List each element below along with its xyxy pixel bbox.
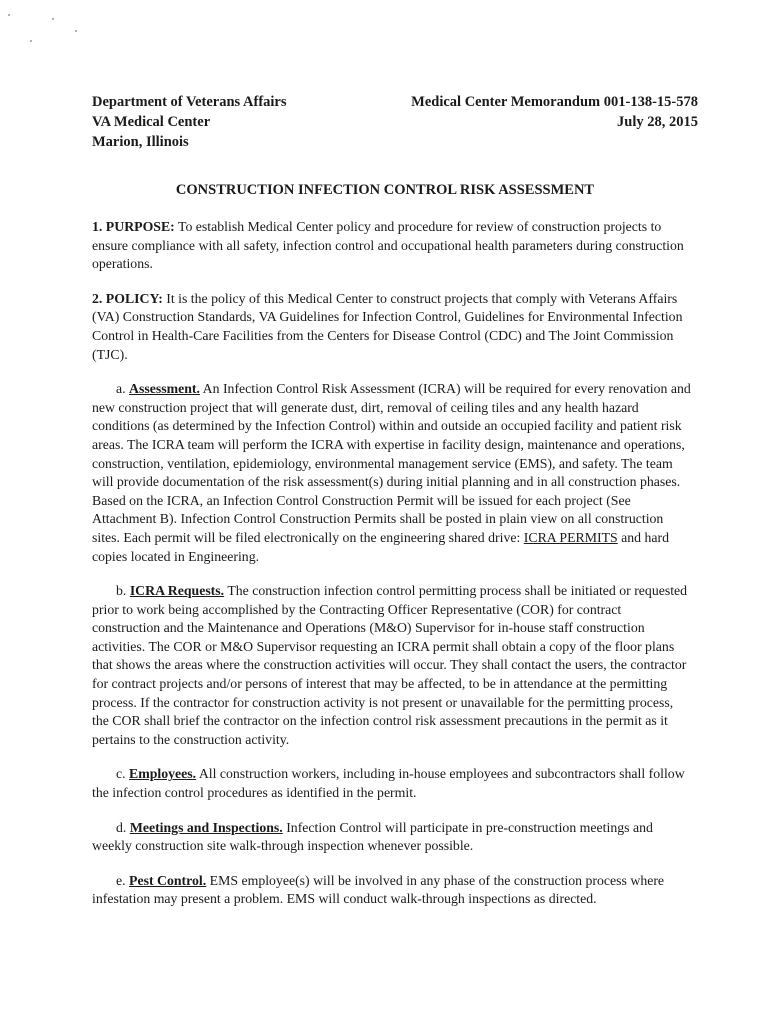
item-assessment [92,380,692,566]
memo-info [411,92,698,132]
policy-label: 2. POLICY: [92,290,163,306]
scan-speck [8,14,10,16]
facility-name: VA Medical Center [92,114,211,130]
policy-section [92,290,692,364]
item-heading: Meetings and Inspections. [129,819,283,835]
item-text: The construction infection control permitting process shall be initiated or requested prior to work being accomplished by the Contracting Officer Representative (COR) for contract construction and the Maintenance and Operations (M&O) Supervisor for in-house staff construction activities. The COR or M&O Supervisor requesting an ICRA permit shall obtain a copy of the floor plans that shows the areas where the construction activities will occur. They shall contact the users, the contractor for contract projects and/or persons of interest that may be affected, to be in attendance at the permitting process. If the contractor for construction activity is not present or unavailable for the permitting process, the COR shall brief the contractor on the infection control risk assessment precautions in the permit as it pertains to the construction activity. [92,583,688,747]
icra-permits-link[interactable]: ICRA PERMITS [523,529,618,545]
scan-speck [52,18,54,20]
scan-speck [30,40,32,42]
item-heading: Assessment. [129,381,200,397]
item-text: EMS employee(s) will be involved in any phase of the construction process where infestation may present a problem. EMS will conduct walk-through inspections as directed. [92,872,665,907]
document-title: CONSTRUCTION INFECTION CONTROL RISK ASSESSMENT [175,182,595,198]
item-heading: Employees. [129,766,197,782]
item-heading: ICRA Requests. [129,583,225,599]
memo-date: July 28, 2015 [617,114,698,130]
purpose-label: 1. PURPOSE: [92,219,175,234]
memo-number: Medical Center Memorandum 001-138-15-578 [411,94,698,110]
memo-body [92,218,692,925]
item-pest-control [92,872,692,909]
item-letter: d. [116,819,127,835]
department-name: Department of Veterans Affairs [92,94,287,110]
item-text-end: and hard copies located in Engineering. [92,529,670,564]
item-letter: a. [116,381,126,397]
item-text: Infection Control will participate in pre-construction meetings and weekly construction site walk-through inspection whenever possible. [92,819,653,854]
item-heading: Pest Control. [129,872,207,888]
purpose-text: To establish Medical Center policy and procedure for review of construction projects to ensure compliance with all safety, infection control and occupational health parameters during construction operations. [92,219,684,272]
purpose-section [92,218,692,274]
item-text: An Infection Control Risk Assessment (ICRA) will be required for every renovation and new construction project that will generate dust, dirt, removal of ceiling tiles and any health hazard conditions (as determined by the Infection Control) within and outside an occupied facility and patient risk areas. The ICRA team will perform the ICRA with expertise in facility design, maintenance and operations, construction, ventilation, epidemiology, environmental management service (EMS), and safety. The team will provide documentation of the risk assessment(s) during initial planning and in all construction phases. Based on the ICRA, an Infection Control Construction Permit will be issued for each project (See Attachment B). Infection Control Construction Permits shall be posted in plain view on all construction sites. Each permit will be filed electronically on the engineering shared drive: [92,381,691,545]
item-letter: e. [116,872,126,888]
item-icra-requests [92,582,692,749]
policy-text: It is the policy of this Medical Center to construct projects that comply with Veterans Affairs (VA) Construction Standards, VA Guidelines for Infection Control, Guidelines for Environmental Infection Control in Health-Care Facilities from the Centers for Disease Control (CDC) and The Joint Commission (TJC). [92,290,683,362]
item-letter: c. [116,766,126,782]
item-text: All construction workers, including in-house employees and subcontractors shall follow the infection control procedures as identified in the permit. [92,766,685,801]
facility-location: Marion, Illinois [92,134,189,150]
item-meetings-inspections [92,819,692,856]
issuing-office [92,92,287,152]
item-letter: b. [116,583,127,599]
scan-speck [75,30,77,32]
item-employees [92,765,692,802]
